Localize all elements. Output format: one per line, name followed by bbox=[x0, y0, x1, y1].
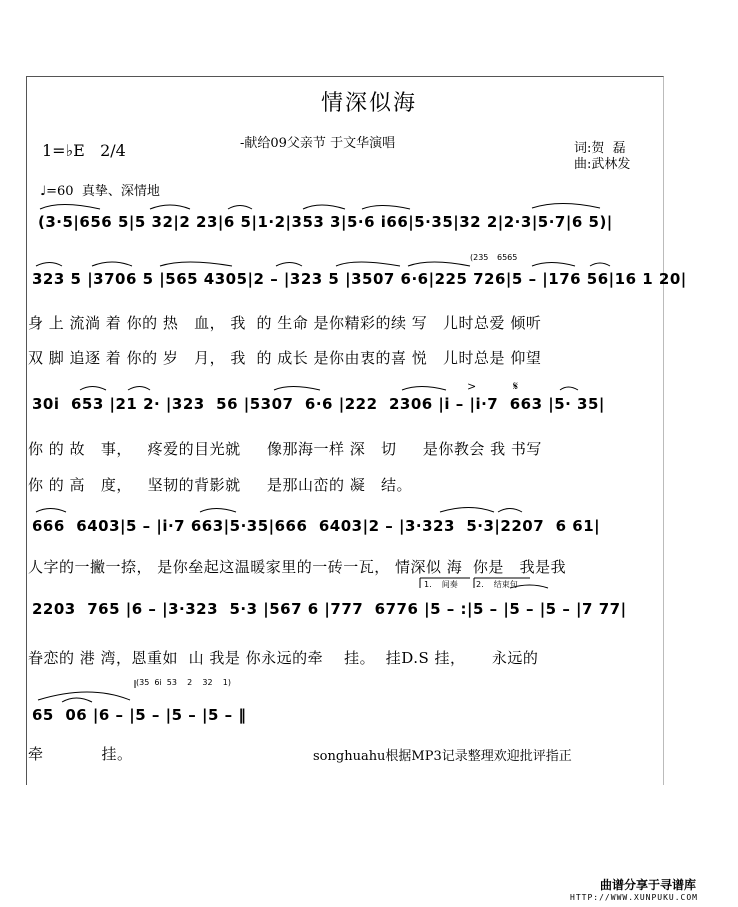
grace-notes-last-line: (35 6i 53 2 32 1) bbox=[136, 678, 231, 687]
transcriber-note: songhuahu根据MP3记录整理欢迎批评指正 bbox=[313, 749, 572, 764]
ending-1-label: 1. 间奏 bbox=[424, 580, 458, 589]
grace-notes-2: 6565 bbox=[497, 253, 518, 262]
music-line-4: 666 6403|5 – |i·7 663|5·35|666 6403|2 – |3·323 5·3|2207 6 61| bbox=[32, 517, 601, 535]
key-signature: 1=♭E 2/4 bbox=[42, 141, 126, 160]
footer-site-title: 曲谱分享于寻谱库 bbox=[599, 878, 696, 892]
music-line-2: 323 5 |3706 5 |565 4305|2 – |323 5 |3507 6·6|225 726|5 – |176 56|16 1 20| bbox=[32, 270, 687, 288]
music-line-3: 30i 653 |21 2· |323 56 |5307 6·6 |222 2306 |i – |i·7 663 |5· 35| bbox=[32, 395, 605, 413]
grace-notes-1: (235 bbox=[470, 253, 489, 262]
song-title: 情深似海 bbox=[320, 91, 417, 116]
ending-2-label: 2. 结束句 bbox=[476, 580, 518, 589]
lyric-line-7: 牵 挂。 bbox=[28, 745, 133, 763]
segno-sign: 𝄋 bbox=[513, 379, 519, 393]
lyric-line-6: 眷恋的 港 湾，恩重如 山 我是 你永远的牵 挂。 挂D.S 挂， 永远的 bbox=[28, 649, 539, 667]
lyric-line-5: 人字的一撇一捺， 是你垒起这温暖家里的一砖一瓦， 情深似 海 你是 我是我 bbox=[28, 558, 567, 576]
accent-mark: > bbox=[467, 380, 477, 393]
lyric-line-4: 你 的 高 度， 坚韧的背影就 是那山峦的 凝 结。 bbox=[28, 476, 413, 494]
lyric-line-3: 你 的 故 事， 疼爱的目光就 像那海一样 深 切 是你教会 我 书写 bbox=[28, 440, 542, 458]
lyricist-credit: 词:贺 磊 bbox=[574, 141, 626, 156]
lyric-line-2: 双 脚 追逐 着 你的 岁 月， 我 的 成长 是你由衷的喜 悦 儿时总是 仰望 bbox=[28, 349, 542, 367]
music-line-1: (3·5|656 5|5 32|2 23|6 5|1·2|353 3|5·6 i66|5·35|32 2|2·3|5·7|6 5)| bbox=[38, 213, 613, 231]
footer-site-url[interactable]: HTTP://WWW.XUNPUKU.COM bbox=[570, 893, 698, 902]
lyric-line-1: 身 上 流淌 着 你的 热 血， 我 的 生命 是你精彩的续 写 儿时总爱 倾听 bbox=[28, 314, 542, 332]
composer-credit: 曲:武林发 bbox=[574, 157, 631, 172]
music-line-6: 65 06 |6 – |5 – |5 – |5 – ‖ bbox=[32, 706, 247, 724]
tempo-marking: ♩=60 真挚、深情地 bbox=[40, 184, 160, 199]
song-subtitle: -献给09父亲节 于文华演唱 bbox=[240, 136, 396, 151]
music-line-5: 2203 765 |6 – |3·323 5·3 |567 6 |777 6776 |5 – :|5 – |5 – |5 – |7 77| bbox=[32, 600, 627, 618]
